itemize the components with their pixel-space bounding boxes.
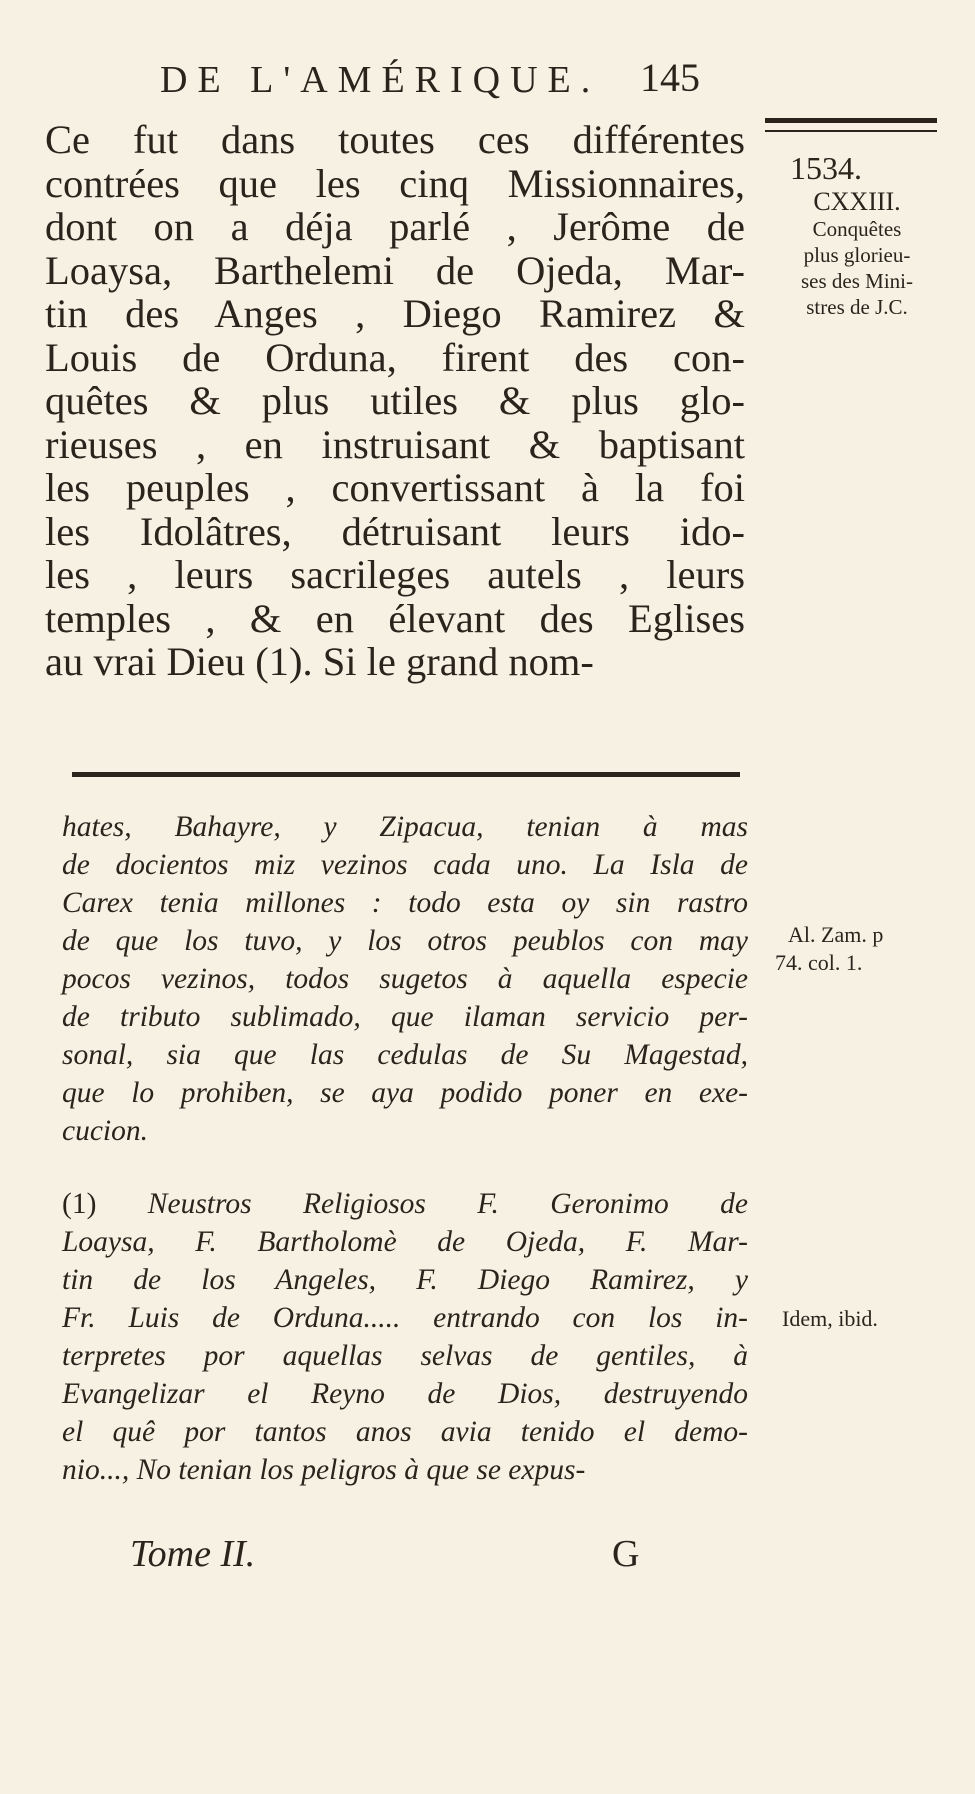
margin-year: 1534. xyxy=(790,150,862,186)
margin-note-line: plus glorieu- xyxy=(803,243,911,267)
footnote-marker: (1) xyxy=(62,1188,97,1220)
side-citation: 74. col. 1. xyxy=(775,950,863,975)
footnote-line: sonal, sia que las cedulas de Su Magestad, xyxy=(62,1039,748,1071)
text-line: Ce fut dans toutes ces différentes xyxy=(45,117,745,162)
margin-note xyxy=(772,188,942,320)
text-line: dont on a déja parlé , Jerôme de xyxy=(45,204,745,249)
margin-note-line: Conquêtes xyxy=(812,217,902,241)
footnote-line: terpretes por aquellas selvas de gentiles, à xyxy=(62,1340,748,1372)
text-line: quêtes & plus utiles & plus glo- xyxy=(45,378,745,423)
footnote-continuation xyxy=(62,808,748,1150)
margin-number: CXXIII. xyxy=(813,187,901,216)
side-citation: Al. Zam. p xyxy=(788,922,884,947)
tome-label: Tome II. xyxy=(130,1533,256,1575)
text-line: tin des Anges , Diego Ramirez & xyxy=(45,291,745,336)
running-title: DE L'AMÉRIQUE. xyxy=(160,59,601,101)
footnote-line: que lo prohiben, se aya podido poner en exe- xyxy=(62,1077,748,1109)
footnote-separator xyxy=(72,772,740,777)
text-line: Louis de Orduna, firent des con- xyxy=(45,334,745,380)
page-number: 145 xyxy=(640,55,700,100)
footnote-line: cucion. xyxy=(62,1115,149,1147)
text-line: Loaysa, Barthelemi de Ojeda, Mar- xyxy=(45,247,745,293)
side-citation: Idem, ibid. xyxy=(782,1306,878,1331)
main-text xyxy=(45,118,745,684)
text-line: au vrai Dieu (1). Si le grand nom- xyxy=(45,639,594,684)
footnote-line: de docientos miz vezinos cada uno. La Isla de xyxy=(62,849,748,881)
footnote-line-text: Neustros Religiosos F. Geronimo de xyxy=(147,1188,749,1220)
text-line: les Idolâtres, détruisant leurs ido- xyxy=(45,508,745,554)
footnote-line: hates, Bahayre, y Zipacua, tenian à mas xyxy=(62,811,748,843)
footnote-line: Loaysa, F. Bartholomè de Ojeda, F. Mar- xyxy=(62,1226,748,1258)
footnote-line: de tributo sublimado, que ilaman servicio per- xyxy=(62,1001,748,1033)
footnote-line: tin de los Angeles, F. Diego Ramirez, y xyxy=(62,1264,748,1296)
footnote-line: nio..., No tenian los peligros à que se expus- xyxy=(62,1454,586,1486)
margin-note-line: stres de J.C. xyxy=(806,295,908,319)
footnote-line: Carex tenia millones : todo esta oy sin rastro xyxy=(62,887,748,919)
text-line: rieuses , en instruisant & baptisant xyxy=(45,421,745,467)
text-line: temples , & en élevant des Eglises xyxy=(45,595,745,641)
text-line: les peuples , convertissant à la foi xyxy=(45,465,745,510)
footnote-line: el quê por tantos anos avia tenido el demo- xyxy=(62,1416,748,1448)
signature-mark: G xyxy=(612,1533,640,1575)
margin-rule-thin xyxy=(765,130,937,132)
footnote-line: pocos vezinos, todos sugetos à aquella especie xyxy=(62,963,748,995)
footnote-line: de que los tuvo, y los otros peublos con may xyxy=(62,925,748,957)
margin-rule xyxy=(765,118,937,123)
margin-note-line: ses des Mini- xyxy=(801,269,913,293)
text-line: les , leurs sacrileges autels , leurs xyxy=(45,552,745,597)
footnote-line: Fr. Luis de Orduna..... entrando con los in- xyxy=(62,1302,748,1334)
footnote-line xyxy=(62,1185,748,1223)
footnote-1 xyxy=(62,1185,748,1489)
text-line: contrées que les cinq Missionnaires, xyxy=(45,160,745,206)
footnote-line: Evangelizar el Reyno de Dios, destruyendo xyxy=(62,1378,748,1410)
